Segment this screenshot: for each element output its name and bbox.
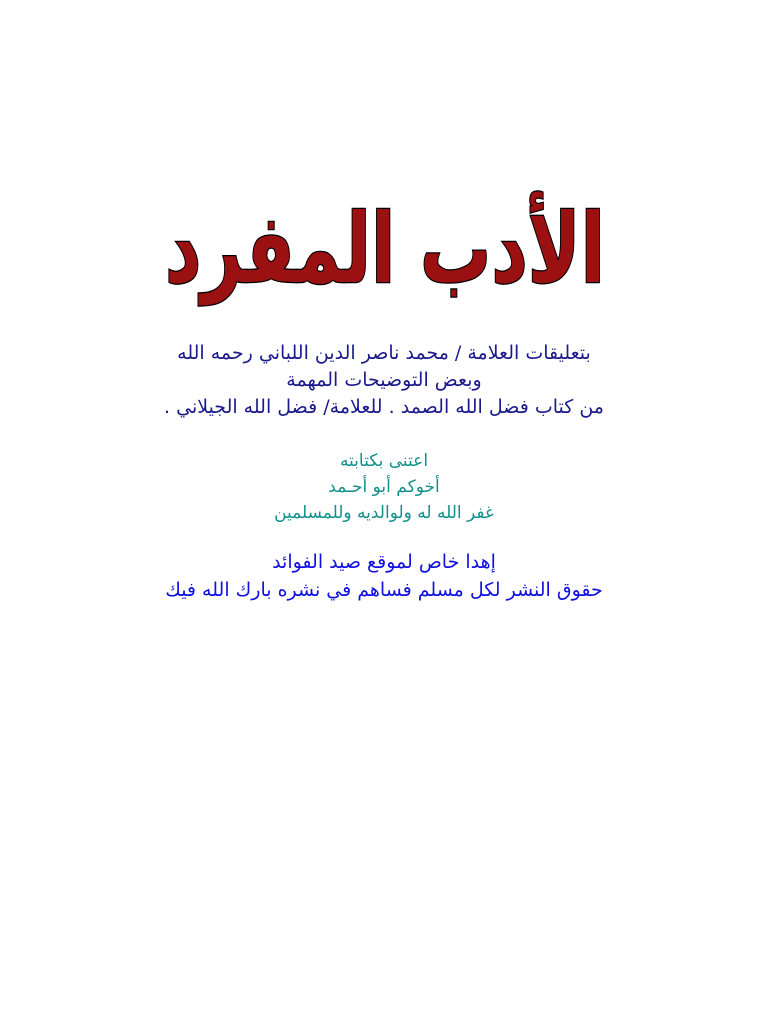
scribe-block bbox=[0, 448, 768, 526]
dedication-line: إهدا خاص لموقع صيد الفوائد bbox=[272, 551, 496, 573]
dedication-block bbox=[0, 548, 768, 604]
book-title-text: الأدب المفرد bbox=[165, 193, 760, 305]
book-title-graphic bbox=[160, 190, 760, 325]
scribe-line: اعتنى بكتابته bbox=[339, 451, 429, 471]
commentary-line: من كتاب فضل الله الصمد . للعلامة/ فضل الله الجيلاني . bbox=[164, 396, 604, 418]
commentary-line: وبعض التوضيحات المهمة bbox=[286, 369, 482, 391]
commentary-block bbox=[0, 340, 768, 421]
book-title bbox=[160, 190, 760, 325]
commentary-line: بتعليقات العلامة / محمد ناصر الدين اللباني رحمه الله bbox=[177, 342, 591, 364]
scribe-line: غفر الله له ولوالديه وللمسلمين bbox=[274, 503, 494, 523]
scribe-line: أخوكم أبو أحـمد bbox=[328, 477, 440, 497]
dedication-line: حقوق النشر لكل مسلم فساهم في نشره بارك الله فيك bbox=[165, 579, 603, 601]
